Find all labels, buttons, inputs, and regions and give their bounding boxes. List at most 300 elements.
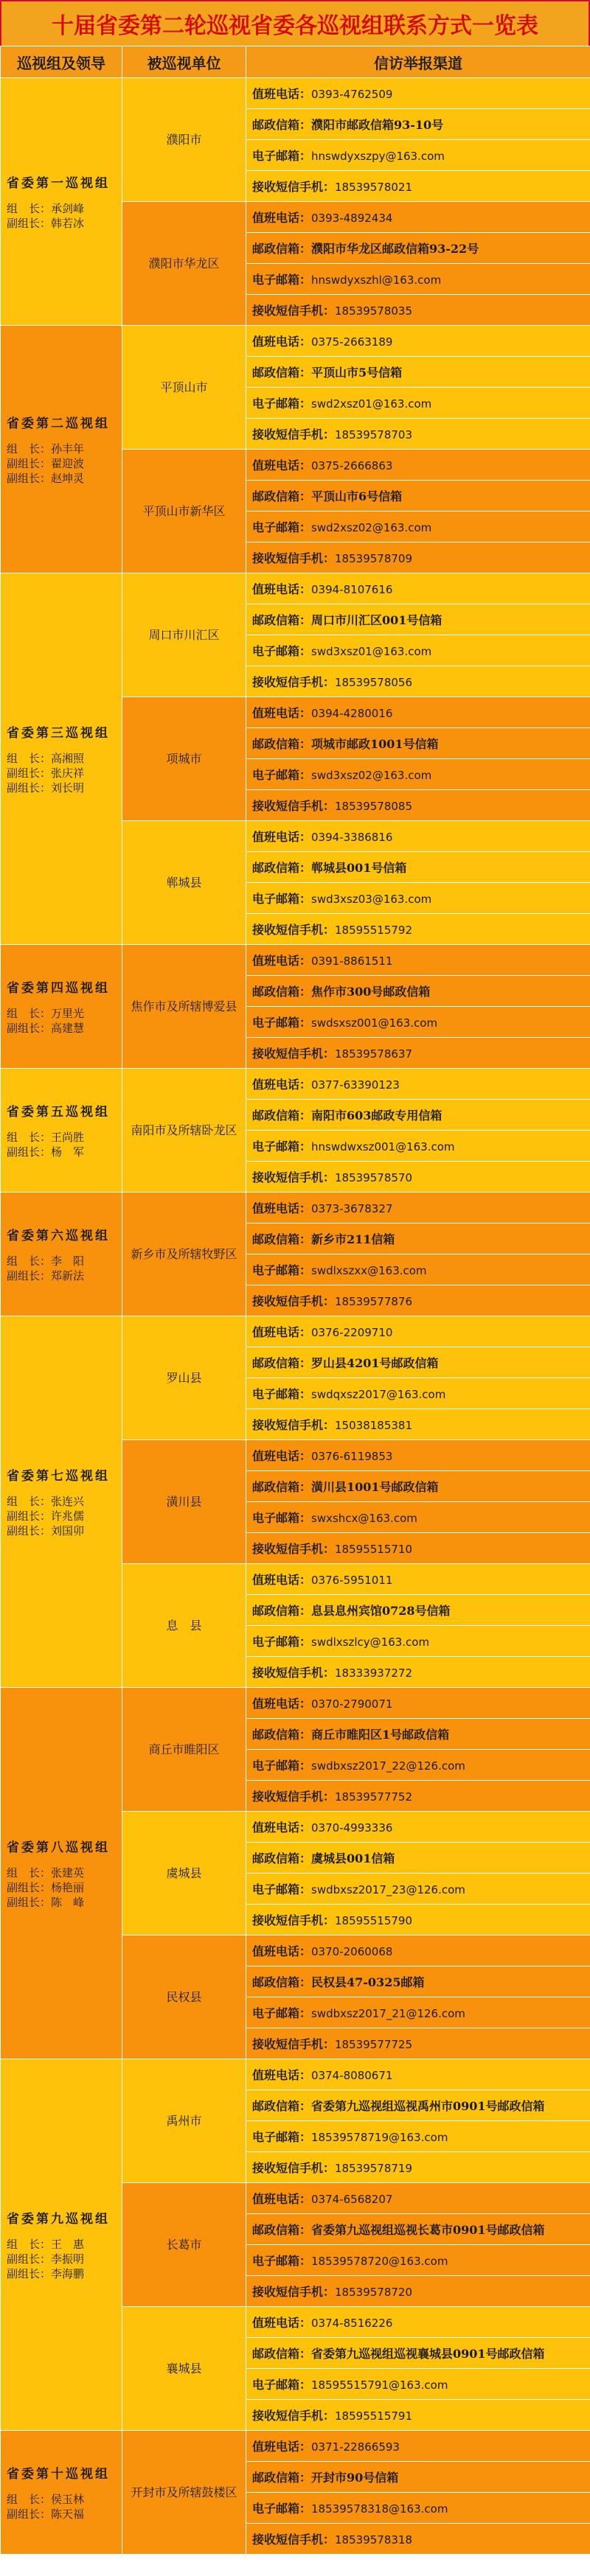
inspected-unit: 商丘市睢阳区 bbox=[122, 1688, 246, 1812]
duty-phone-label: 值班电话： bbox=[252, 582, 312, 596]
email-value: swdbxsz2017_21@126.com bbox=[311, 2007, 465, 2020]
deputy-leader bbox=[7, 2266, 116, 2281]
email-label: 电子邮箱： bbox=[252, 149, 312, 163]
sms-phone-value: 18539578720 bbox=[335, 2286, 412, 2299]
duty-phone-cell bbox=[246, 1440, 590, 1471]
email-cell bbox=[246, 1997, 590, 2028]
duty-phone-label: 值班电话： bbox=[252, 830, 312, 844]
sms-phone-cell bbox=[246, 295, 590, 326]
email-value: swdbxsz2017_23@126.com bbox=[311, 1883, 465, 1896]
mail-box-cell bbox=[246, 1347, 590, 1378]
leader-role-label: 副组长： bbox=[7, 1509, 52, 1523]
sms-phone-value: 18539578318 bbox=[335, 2533, 412, 2547]
leader-name: 李振明 bbox=[51, 2252, 85, 2266]
sms-phone-value: 18595515790 bbox=[335, 1914, 412, 1927]
duty-phone-value: 0394-4280016 bbox=[311, 707, 393, 720]
page-title: 十届省委第二轮巡视省委各巡视组联系方式一览表 bbox=[0, 0, 590, 46]
sms-phone-label: 接收短信手机： bbox=[252, 2285, 336, 2299]
duty-phone-label: 值班电话： bbox=[252, 706, 312, 720]
email-label: 电子邮箱： bbox=[252, 2378, 312, 2392]
duty-phone-label: 值班电话： bbox=[252, 1944, 312, 1958]
email-label: 电子邮箱： bbox=[252, 1882, 312, 1896]
deputy-leader bbox=[7, 471, 116, 486]
leader-name: 翟迎波 bbox=[51, 457, 85, 470]
email-cell bbox=[246, 635, 590, 666]
email-cell bbox=[246, 1254, 590, 1285]
duty-phone-value: 0374-8080671 bbox=[311, 2069, 393, 2082]
sms-phone-cell bbox=[246, 171, 590, 202]
leader-role-label: 副组长： bbox=[7, 781, 52, 795]
group-leader bbox=[7, 201, 116, 216]
email-label: 电子邮箱： bbox=[252, 768, 312, 782]
sms-phone-cell bbox=[246, 790, 590, 821]
inspection-group-cell bbox=[1, 78, 122, 326]
mail-box-value: 焦作市300号邮政信箱 bbox=[311, 985, 431, 999]
mail-box-value: 濮阳市华龙区邮政信箱93-22号 bbox=[311, 242, 479, 256]
duty-phone-label: 值班电话： bbox=[252, 1201, 312, 1215]
sms-phone-cell bbox=[246, 419, 590, 450]
email-value: 18539578720@163.com bbox=[311, 2255, 448, 2268]
leader-name: 万里光 bbox=[51, 1007, 85, 1020]
sms-phone-label: 接收短信手机： bbox=[252, 2409, 336, 2423]
email-value: swd2xsz01@163.com bbox=[311, 397, 432, 411]
leader-role-label: 组 长： bbox=[7, 202, 52, 215]
mail-box-value: 周口市川汇区001号信箱 bbox=[311, 613, 442, 627]
sms-phone-value: 18539578719 bbox=[335, 2162, 412, 2175]
group-leader bbox=[7, 751, 116, 766]
group-leader bbox=[7, 2492, 116, 2507]
deputy-leader bbox=[7, 2507, 116, 2521]
mail-box-value: 息县息州宾馆0728号信箱 bbox=[311, 1604, 451, 1618]
mail-box-label: 邮政信箱： bbox=[252, 1728, 312, 1742]
table-body bbox=[1, 78, 590, 2555]
email-cell bbox=[246, 1750, 590, 1781]
leader-role-label: 副组长： bbox=[7, 1881, 52, 1894]
leader-role-label: 组 长： bbox=[7, 1495, 52, 1508]
email-label: 电子邮箱： bbox=[252, 397, 312, 411]
inspected-unit: 平顶山市 bbox=[122, 326, 246, 450]
mail-box-value: 濮阳市邮政信箱93-10号 bbox=[311, 118, 444, 132]
duty-phone-value: 0394-3386816 bbox=[311, 831, 393, 844]
leader-role-label: 副组长： bbox=[7, 1524, 52, 1537]
inspection-group-cell bbox=[1, 1688, 122, 2059]
sms-phone-value: 18539578570 bbox=[335, 1171, 412, 1184]
mail-box-value: 项城市邮政1001号信箱 bbox=[311, 737, 439, 751]
leader-role-label: 组 长： bbox=[7, 1254, 52, 1268]
email-value: hnswdyxszhl@163.com bbox=[311, 273, 442, 287]
mail-box-label: 邮政信箱： bbox=[252, 1480, 312, 1494]
sms-phone-label: 接收短信手机： bbox=[252, 1542, 336, 1556]
email-cell bbox=[246, 883, 590, 914]
sms-phone-label: 接收短信手机： bbox=[252, 799, 336, 813]
sms-phone-label: 接收短信手机： bbox=[252, 2037, 336, 2051]
email-label: 电子邮箱： bbox=[252, 2502, 312, 2516]
deputy-leader bbox=[7, 216, 116, 231]
duty-phone-value: 0393-4762509 bbox=[311, 88, 393, 101]
email-cell bbox=[246, 2369, 590, 2400]
group-name: 省委第十巡视组 bbox=[7, 2467, 110, 2482]
leader-role-label: 组 长： bbox=[7, 2238, 52, 2251]
inspected-unit: 项城市 bbox=[122, 697, 246, 821]
duty-phone-value: 0373-3678327 bbox=[311, 1202, 393, 1215]
mail-box-value: 省委第九巡视组巡视长葛市0901号邮政信箱 bbox=[311, 2223, 545, 2237]
inspected-unit: 长葛市 bbox=[122, 2183, 246, 2307]
email-value: 18595515791@163.com bbox=[311, 2378, 448, 2392]
duty-phone-value: 0375-2663189 bbox=[311, 335, 393, 349]
mail-box-label: 邮政信箱： bbox=[252, 613, 312, 627]
duty-phone-label: 值班电话： bbox=[252, 1573, 312, 1587]
group-name: 省委第七巡视组 bbox=[7, 1469, 110, 1484]
email-cell bbox=[246, 1131, 590, 1162]
duty-phone-value: 0376-2209710 bbox=[311, 1326, 393, 1339]
sms-phone-cell bbox=[246, 2524, 590, 2555]
sms-phone-label: 接收短信手机： bbox=[252, 551, 336, 565]
mail-box-value: 平顶山市6号信箱 bbox=[311, 489, 403, 503]
header-groups: 巡视组及领导 bbox=[1, 46, 122, 78]
group-name: 省委第二巡视组 bbox=[7, 416, 110, 431]
sms-phone-label: 接收短信手机： bbox=[252, 1294, 336, 1308]
leader-name: 王尚胜 bbox=[51, 1131, 85, 1144]
email-value: swdlxszlcy@163.com bbox=[311, 1636, 430, 1649]
email-label: 电子邮箱： bbox=[252, 2254, 312, 2268]
inspection-group-cell bbox=[1, 1069, 122, 1193]
mail-box-label: 邮政信箱： bbox=[252, 118, 312, 132]
duty-phone-cell bbox=[246, 1812, 590, 1843]
sms-phone-label: 接收短信手机： bbox=[252, 1790, 336, 1804]
mail-box-value: 潢川县1001号邮政信箱 bbox=[311, 1480, 439, 1494]
leader-name: 承剑峰 bbox=[51, 202, 85, 215]
mail-box-value: 南阳市603邮政专用信箱 bbox=[311, 1109, 442, 1123]
leader-role-label: 组 长： bbox=[7, 1131, 52, 1144]
leader-role-label: 副组长： bbox=[7, 1022, 52, 1035]
sms-phone-cell bbox=[246, 1038, 590, 1069]
mail-box-value: 虞城县001信箱 bbox=[311, 1851, 395, 1865]
mail-box-cell bbox=[246, 481, 590, 512]
duty-phone-value: 0370-4993336 bbox=[311, 1821, 393, 1835]
inspected-unit: 禹州市 bbox=[122, 2059, 246, 2183]
email-value: swd3xsz01@163.com bbox=[311, 645, 432, 658]
group-leader bbox=[7, 2237, 116, 2252]
email-label: 电子邮箱： bbox=[252, 892, 312, 906]
mail-box-value: 罗山县4201号邮政信箱 bbox=[311, 1356, 439, 1370]
group-name: 省委第六巡视组 bbox=[7, 1229, 110, 1243]
email-label: 电子邮箱： bbox=[252, 1016, 312, 1030]
sms-phone-value: 18539578056 bbox=[335, 676, 412, 689]
duty-phone-cell bbox=[246, 1316, 590, 1347]
duty-phone-value: 0391-8861511 bbox=[311, 954, 393, 968]
email-label: 电子邮箱： bbox=[252, 644, 312, 658]
duty-phone-label: 值班电话： bbox=[252, 1449, 312, 1463]
mail-box-label: 邮政信箱： bbox=[252, 2347, 312, 2361]
sms-phone-cell bbox=[246, 1533, 590, 1564]
email-label: 电子邮箱： bbox=[252, 1759, 312, 1773]
leader-role-label: 副组长： bbox=[7, 217, 52, 230]
email-value: swd2xsz02@163.com bbox=[311, 521, 432, 534]
duty-phone-label: 值班电话： bbox=[252, 458, 312, 472]
inspected-unit: 襄城县 bbox=[122, 2307, 246, 2431]
channel-row bbox=[1, 2431, 590, 2462]
mail-box-value: 商丘市睢阳区1号邮政信箱 bbox=[311, 1728, 450, 1742]
group-leader bbox=[7, 1254, 116, 1268]
duty-phone-label: 值班电话： bbox=[252, 335, 312, 349]
duty-phone-value: 0371-22866593 bbox=[311, 2440, 400, 2454]
mail-box-cell bbox=[246, 728, 590, 759]
leader-name: 陈天福 bbox=[51, 2507, 85, 2521]
sms-phone-label: 接收短信手机： bbox=[252, 1170, 336, 1184]
leader-name: 李海鹏 bbox=[51, 2267, 85, 2280]
duty-phone-cell bbox=[246, 1936, 590, 1966]
channel-row bbox=[1, 1688, 590, 1719]
deputy-leader bbox=[7, 2252, 116, 2266]
sms-phone-cell bbox=[246, 1285, 590, 1316]
group-leader bbox=[7, 1865, 116, 1880]
duty-phone-label: 值班电话： bbox=[252, 954, 312, 968]
mail-box-value: 郸城县001号信箱 bbox=[311, 861, 407, 875]
sms-phone-value: 18539577876 bbox=[335, 1295, 412, 1308]
channel-row bbox=[1, 78, 590, 109]
mail-box-value: 省委第九巡视组巡视禹州市0901号邮政信箱 bbox=[311, 2099, 545, 2113]
group-name: 省委第五巡视组 bbox=[7, 1105, 110, 1120]
channel-row bbox=[1, 945, 590, 976]
duty-phone-cell bbox=[246, 697, 590, 728]
sms-phone-value: 18539578035 bbox=[335, 304, 412, 318]
sms-phone-label: 接收短信手机： bbox=[252, 675, 336, 689]
duty-phone-label: 值班电话： bbox=[252, 2440, 312, 2454]
channel-row bbox=[1, 1069, 590, 1100]
mail-box-label: 邮政信箱： bbox=[252, 489, 312, 503]
duty-phone-label: 值班电话： bbox=[252, 2192, 312, 2206]
email-label: 电子邮箱： bbox=[252, 273, 312, 287]
mail-box-label: 邮政信箱： bbox=[252, 1851, 312, 1865]
mail-box-label: 邮政信箱： bbox=[252, 2223, 312, 2237]
mail-box-cell bbox=[246, 233, 590, 264]
mail-box-label: 邮政信箱： bbox=[252, 2471, 312, 2485]
sms-phone-label: 接收短信手机： bbox=[252, 2161, 336, 2175]
leader-role-label: 副组长： bbox=[7, 767, 52, 780]
mail-box-cell bbox=[246, 1719, 590, 1750]
group-name: 省委第三巡视组 bbox=[7, 726, 110, 741]
duty-phone-cell bbox=[246, 573, 590, 604]
sms-phone-value: 18595515792 bbox=[335, 924, 412, 937]
leader-role-label: 副组长： bbox=[7, 457, 52, 470]
inspected-unit: 濮阳市华龙区 bbox=[122, 202, 246, 326]
mail-box-cell bbox=[246, 1471, 590, 1502]
email-cell bbox=[246, 140, 590, 171]
mail-box-value: 新乡市211信箱 bbox=[311, 1232, 395, 1246]
mail-box-label: 邮政信箱： bbox=[252, 242, 312, 256]
duty-phone-value: 0376-5951011 bbox=[311, 1574, 393, 1587]
group-leader bbox=[7, 1494, 116, 1509]
email-value: swxshcx@163.com bbox=[311, 1512, 417, 1525]
mail-box-cell bbox=[246, 1843, 590, 1874]
mail-box-cell bbox=[246, 604, 590, 635]
leader-name: 高湘照 bbox=[51, 752, 85, 765]
email-label: 电子邮箱： bbox=[252, 520, 312, 534]
inspection-group-cell bbox=[1, 945, 122, 1069]
deputy-leader bbox=[7, 1021, 116, 1036]
duty-phone-cell bbox=[246, 2307, 590, 2338]
inspected-unit: 潢川县 bbox=[122, 1440, 246, 1564]
mail-box-label: 邮政信箱： bbox=[252, 737, 312, 751]
email-cell bbox=[246, 1502, 590, 1533]
leader-name: 赵坤灵 bbox=[51, 472, 85, 485]
mail-box-cell bbox=[246, 357, 590, 388]
group-leader bbox=[7, 1130, 116, 1145]
inspected-unit: 南阳市及所辖卧龙区 bbox=[122, 1069, 246, 1193]
email-value: hnswdwxsz001@163.com bbox=[311, 1140, 455, 1153]
mail-box-label: 邮政信箱： bbox=[252, 1109, 312, 1123]
inspection-group-cell bbox=[1, 1193, 122, 1316]
duty-phone-label: 值班电话： bbox=[252, 2316, 312, 2330]
email-cell bbox=[246, 2245, 590, 2276]
sms-phone-cell bbox=[246, 542, 590, 573]
mail-box-value: 省委第九巡视组巡视襄城县0901号邮政信箱 bbox=[311, 2347, 545, 2361]
sms-phone-cell bbox=[246, 1409, 590, 1440]
email-label: 电子邮箱： bbox=[252, 1139, 312, 1153]
duty-phone-cell bbox=[246, 1564, 590, 1595]
sms-phone-label: 接收短信手机： bbox=[252, 2533, 336, 2547]
duty-phone-label: 值班电话： bbox=[252, 1325, 312, 1339]
sms-phone-value: 18333937272 bbox=[335, 1666, 412, 1680]
sms-phone-label: 接收短信手机： bbox=[252, 1047, 336, 1061]
sms-phone-value: 18595515791 bbox=[335, 2409, 412, 2423]
duty-phone-cell bbox=[246, 202, 590, 233]
email-cell bbox=[246, 1626, 590, 1657]
duty-phone-value: 0370-2790071 bbox=[311, 1697, 393, 1711]
sms-phone-value: 18595515710 bbox=[335, 1543, 412, 1556]
inspected-unit: 平顶山市新华区 bbox=[122, 450, 246, 573]
sms-phone-cell bbox=[246, 2276, 590, 2307]
duty-phone-cell bbox=[246, 1193, 590, 1224]
leader-role-label: 副组长： bbox=[7, 2507, 52, 2521]
duty-phone-label: 值班电话： bbox=[252, 211, 312, 225]
sms-phone-label: 接收短信手机： bbox=[252, 1418, 336, 1432]
table-header-row bbox=[1, 46, 590, 78]
deputy-leader bbox=[7, 1145, 116, 1159]
sms-phone-cell bbox=[246, 2400, 590, 2431]
email-cell bbox=[246, 388, 590, 419]
duty-phone-value: 0376-6119853 bbox=[311, 1450, 393, 1463]
duty-phone-cell bbox=[246, 821, 590, 852]
deputy-leader bbox=[7, 456, 116, 471]
channel-row bbox=[1, 573, 590, 604]
email-cell bbox=[246, 264, 590, 295]
duty-phone-value: 0374-6568207 bbox=[311, 2193, 393, 2206]
sms-phone-value: 18539577725 bbox=[335, 2038, 412, 2051]
deputy-leader bbox=[7, 781, 116, 795]
sms-phone-value: 18539577752 bbox=[335, 1790, 412, 1804]
channel-row bbox=[1, 1193, 590, 1224]
channel-row bbox=[1, 1316, 590, 1347]
duty-phone-value: 0375-2666863 bbox=[311, 459, 393, 472]
duty-phone-cell bbox=[246, 1069, 590, 1100]
inspected-unit: 焦作市及所辖博爱县 bbox=[122, 945, 246, 1069]
mail-box-value: 开封市90号信箱 bbox=[311, 2471, 399, 2485]
leader-role-label: 组 长： bbox=[7, 2493, 52, 2506]
duty-phone-value: 0370-2060068 bbox=[311, 1945, 393, 1958]
leader-role-label: 副组长： bbox=[7, 472, 52, 485]
duty-phone-label: 值班电话： bbox=[252, 1697, 312, 1711]
email-value: 18539578318@163.com bbox=[311, 2502, 448, 2516]
leader-name: 许兆儒 bbox=[51, 1509, 85, 1523]
sms-phone-cell bbox=[246, 2152, 590, 2183]
duty-phone-cell bbox=[246, 2431, 590, 2462]
group-name: 省委第八巡视组 bbox=[7, 1840, 110, 1855]
sms-phone-cell bbox=[246, 914, 590, 945]
sms-phone-value: 18539578085 bbox=[335, 800, 412, 813]
leader-role-label: 组 长： bbox=[7, 442, 52, 455]
duty-phone-cell bbox=[246, 2183, 590, 2214]
email-cell bbox=[246, 512, 590, 542]
mail-box-label: 邮政信箱： bbox=[252, 1604, 312, 1618]
group-name: 省委第一巡视组 bbox=[7, 176, 110, 191]
group-name: 省委第四巡视组 bbox=[7, 981, 110, 996]
inspected-unit: 民权县 bbox=[122, 1936, 246, 2059]
leader-role-label: 副组长： bbox=[7, 1896, 52, 1909]
sms-phone-cell bbox=[246, 2028, 590, 2059]
email-value: hnswdyxszpy@163.com bbox=[311, 150, 445, 163]
group-leader bbox=[7, 1006, 116, 1021]
email-label: 电子邮箱： bbox=[252, 1511, 312, 1525]
sms-phone-cell bbox=[246, 1162, 590, 1193]
duty-phone-cell bbox=[246, 78, 590, 109]
mail-box-cell bbox=[246, 2462, 590, 2493]
group-name: 省委第九巡视组 bbox=[7, 2212, 110, 2227]
mail-box-cell bbox=[246, 2338, 590, 2369]
mail-box-cell bbox=[246, 2090, 590, 2121]
leader-name: 杨 军 bbox=[51, 1145, 85, 1159]
email-cell bbox=[246, 1378, 590, 1409]
inspection-group-cell bbox=[1, 326, 122, 573]
duty-phone-cell bbox=[246, 945, 590, 976]
email-cell bbox=[246, 759, 590, 790]
leader-name: 张庆祥 bbox=[51, 767, 85, 780]
duty-phone-cell bbox=[246, 326, 590, 357]
email-label: 电子邮箱： bbox=[252, 1387, 312, 1401]
sms-phone-value: 18539578021 bbox=[335, 181, 412, 194]
leader-role-label: 副组长： bbox=[7, 1145, 52, 1159]
sms-phone-label: 接收短信手机： bbox=[252, 923, 336, 937]
group-leader bbox=[7, 441, 116, 456]
duty-phone-value: 0374-8516226 bbox=[311, 2317, 393, 2330]
leader-name: 侯玉林 bbox=[51, 2493, 85, 2506]
sms-phone-cell bbox=[246, 1781, 590, 1812]
mail-box-cell bbox=[246, 976, 590, 1007]
sms-phone-cell bbox=[246, 1905, 590, 1936]
leader-name: 刘长明 bbox=[51, 781, 85, 795]
sms-phone-label: 接收短信手机： bbox=[252, 1913, 336, 1927]
email-cell bbox=[246, 2493, 590, 2524]
leader-name: 李 阳 bbox=[51, 1254, 85, 1268]
inspection-group-cell bbox=[1, 2431, 122, 2555]
email-cell bbox=[246, 1874, 590, 1905]
deputy-leader bbox=[7, 1509, 116, 1523]
leader-name: 郑新法 bbox=[51, 1269, 85, 1282]
sms-phone-value: 18539578637 bbox=[335, 1047, 412, 1061]
email-label: 电子邮箱： bbox=[252, 1263, 312, 1277]
email-value: swdbxsz2017_22@126.com bbox=[311, 1759, 465, 1773]
leader-name: 张建英 bbox=[51, 1866, 85, 1879]
mail-box-label: 邮政信箱： bbox=[252, 2099, 312, 2113]
deputy-leader bbox=[7, 766, 116, 781]
leader-role-label: 组 长： bbox=[7, 752, 52, 765]
email-value: swdqxsz2017@163.com bbox=[311, 1388, 446, 1401]
duty-phone-label: 值班电话： bbox=[252, 2068, 312, 2082]
leader-name: 高建慧 bbox=[51, 1022, 85, 1035]
mail-box-cell bbox=[246, 1595, 590, 1626]
leader-name: 王 惠 bbox=[51, 2238, 85, 2251]
inspected-unit: 虞城县 bbox=[122, 1812, 246, 1936]
